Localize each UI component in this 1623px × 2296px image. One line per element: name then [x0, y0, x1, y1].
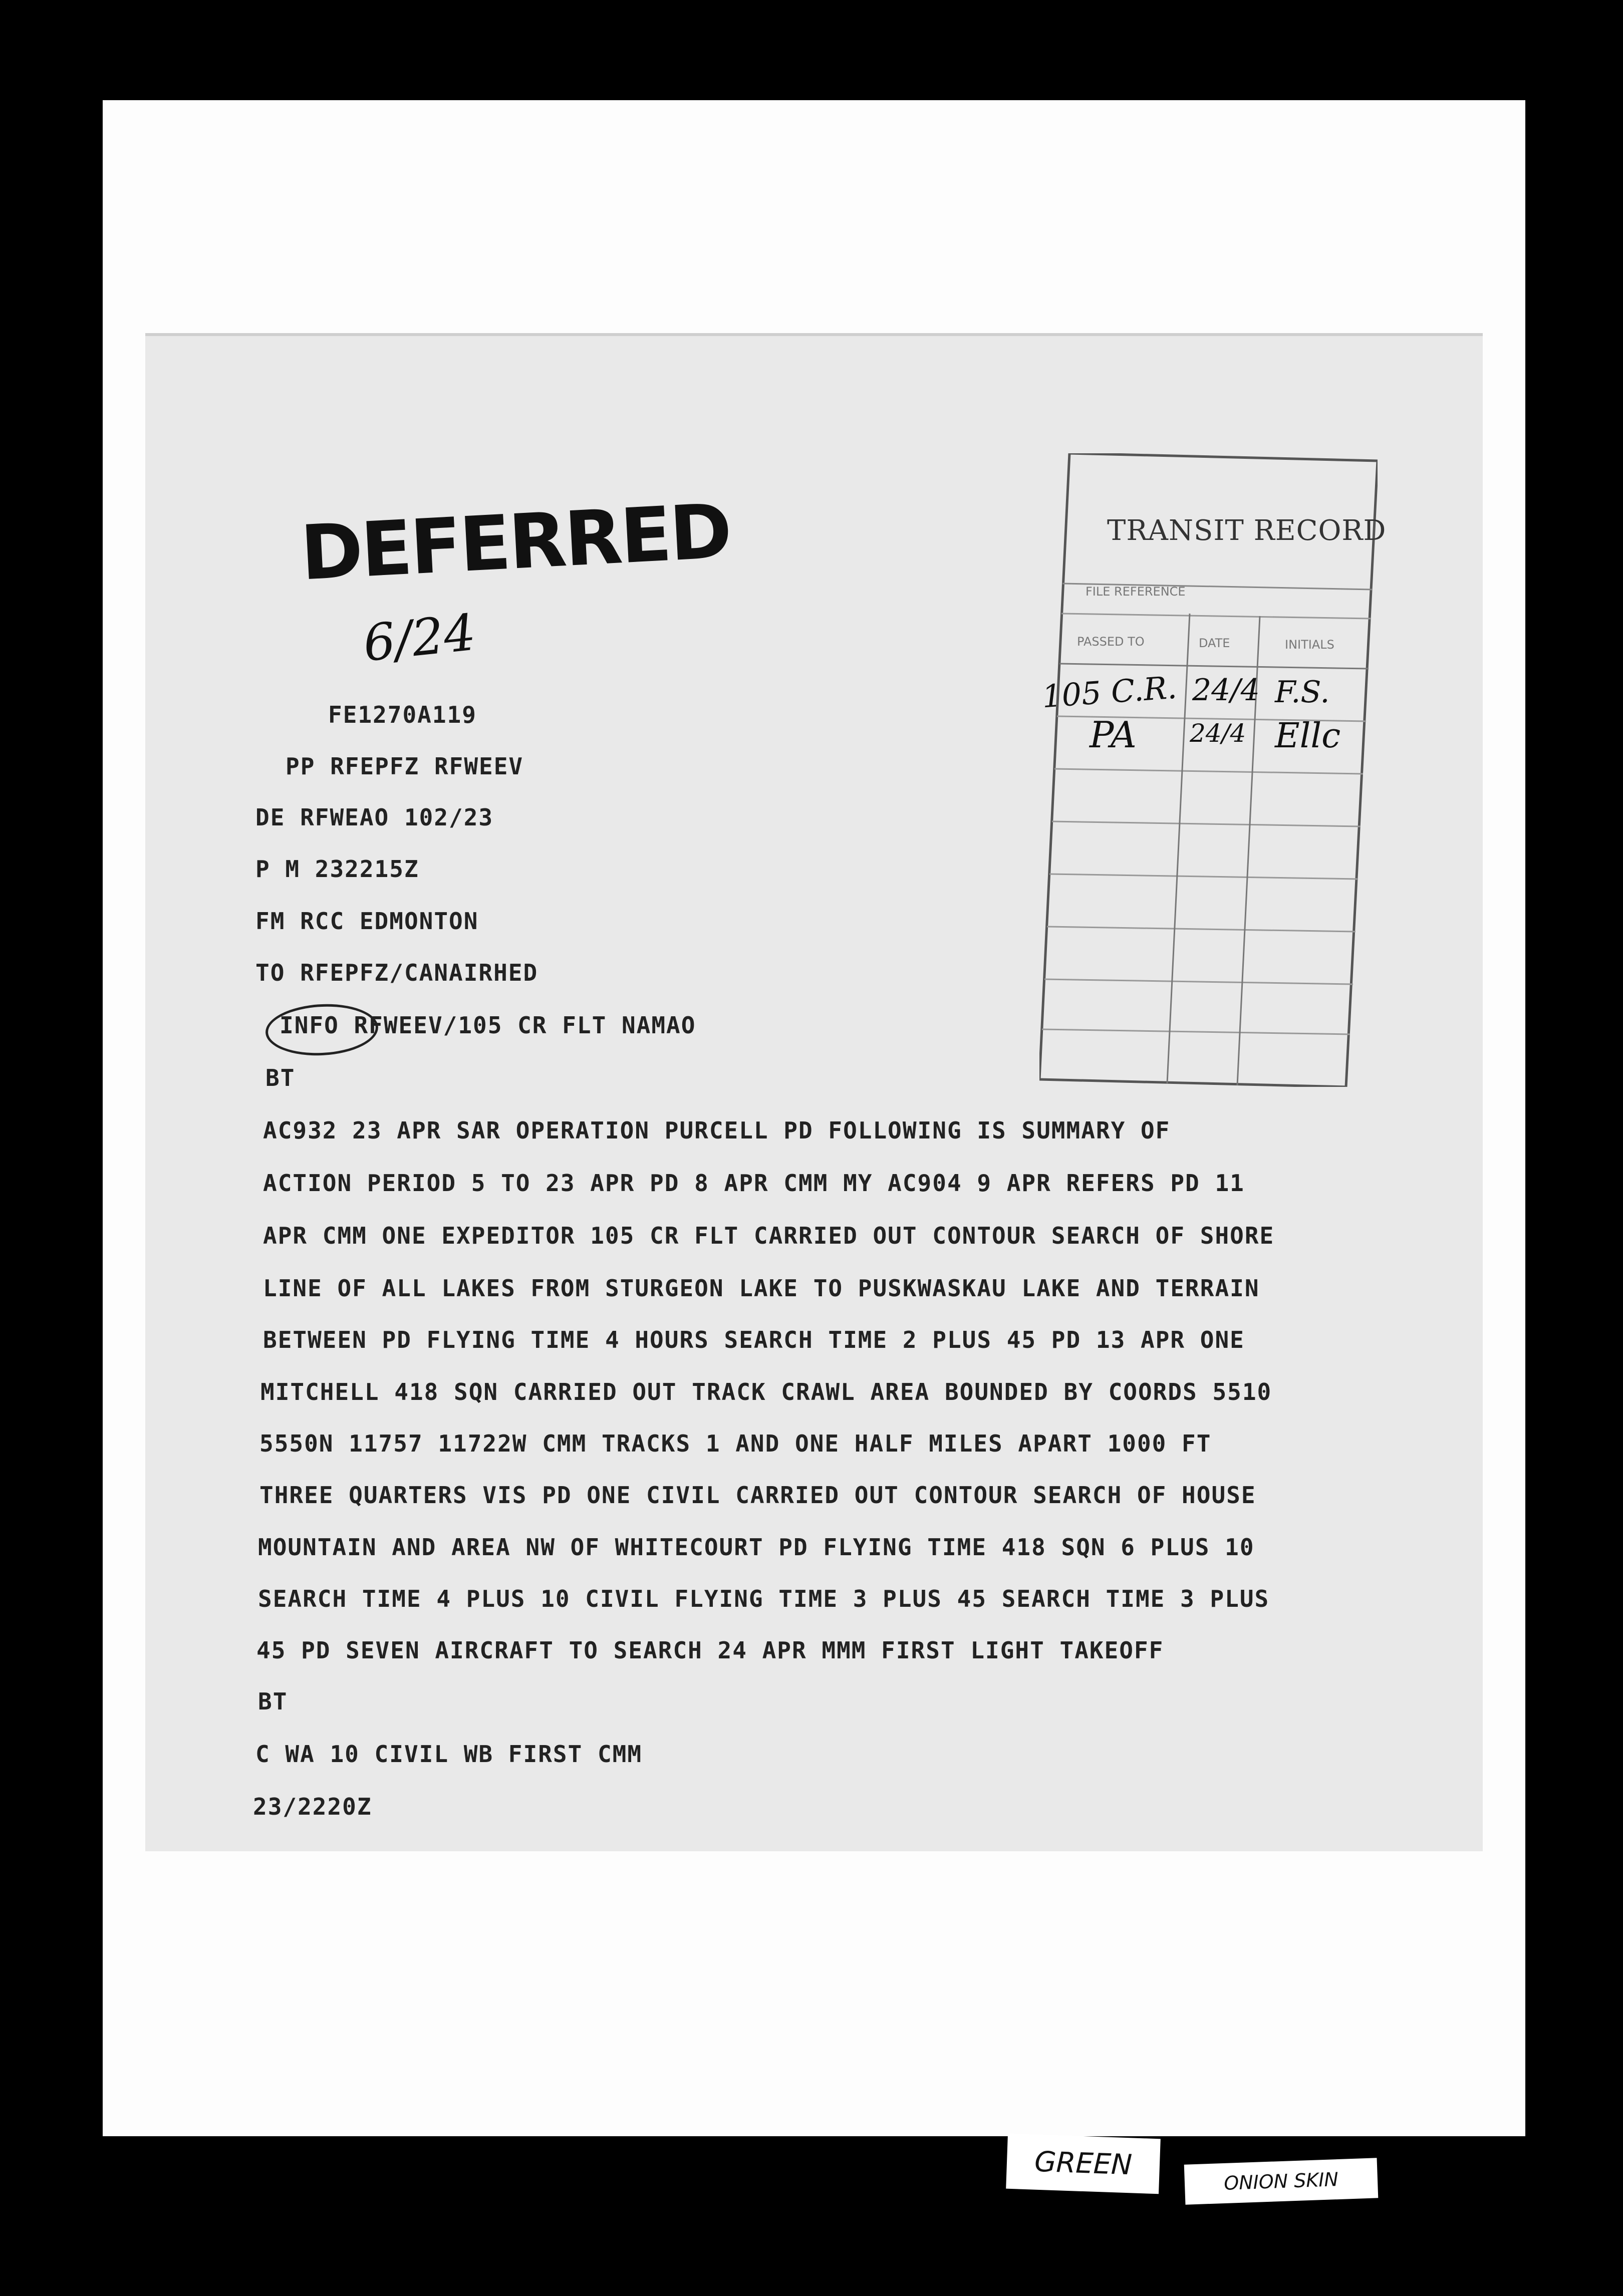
entry-initials: Ellc	[1275, 716, 1341, 756]
header-line: DE RFWEAO 102/23	[255, 804, 494, 831]
entry-date: 24/4	[1192, 673, 1260, 708]
passed-to-header: PASSED TO	[1077, 635, 1145, 649]
transit-record-title: TRANSIT RECORD	[1107, 514, 1387, 547]
body-line: APR CMM ONE EXPEDITOR 105 CR FLT CARRIED OUT CONTOUR SEARCH OF SHORE	[263, 1222, 1275, 1249]
body-line: ACTION PERIOD 5 TO 23 APR PD 8 APR CMM MY AC904 9 APR REFERS PD 11	[263, 1170, 1245, 1197]
body-line: MITCHELL 418 SQN CARRIED OUT TRACK CRAWL AREA BOUNDED BY COORDS 5510	[260, 1378, 1272, 1405]
footer-line: 23/2220Z	[253, 1793, 372, 1820]
body-line: 5550N 11757 11722W CMM TRACKS 1 AND ONE HALF MILES APART 1000 FT	[259, 1430, 1212, 1457]
deferred-stamp: DEFERRED	[298, 487, 732, 598]
header-line: INFO RFWEEV/105 CR FLT NAMAO	[280, 1012, 696, 1039]
header-line: P M 232215Z	[255, 855, 419, 883]
initials-header: INITIALS	[1285, 638, 1334, 652]
date-header: DATE	[1199, 636, 1230, 650]
entry-initials: F.S.	[1275, 675, 1330, 710]
body-line: 45 PD SEVEN AIRCRAFT TO SEARCH 24 APR MMM FIRST LIGHT TAKEOFF	[256, 1637, 1164, 1664]
footer-line: BT	[258, 1688, 288, 1715]
body-line: MOUNTAIN AND AREA NW OF WHITECOURT PD FLYING TIME 418 SQN 6 PLUS 10	[258, 1534, 1255, 1561]
header-line: FE1270A119	[328, 701, 477, 728]
header-line: FM RCC EDMONTON	[255, 908, 479, 935]
handwritten-reference: 6/24	[360, 603, 479, 673]
header-line: BT	[265, 1064, 296, 1091]
footer-line: C WA 10 CIVIL WB FIRST CMM	[255, 1741, 643, 1768]
body-line: BETWEEN PD FLYING TIME 4 HOURS SEARCH TIME 2 PLUS 45 PD 13 APR ONE	[263, 1326, 1245, 1353]
entry-passed-to: 105 C.R.	[1040, 669, 1178, 715]
header-line: TO RFEPFZ/CANAIRHED	[255, 959, 538, 986]
body-line: LINE OF ALL LAKES FROM STURGEON LAKE TO PUSKWASKAU LAKE AND TERRAIN	[263, 1275, 1260, 1302]
entry-passed-to: PA	[1090, 714, 1137, 756]
transit-record-box	[1039, 453, 1387, 1087]
body-line: SEARCH TIME 4 PLUS 10 CIVIL FLYING TIME 3 PLUS 45 SEARCH TIME 3 PLUS	[258, 1585, 1270, 1612]
onion-skin-label: ONION SKIN	[1184, 2158, 1379, 2204]
transit-record-grid	[1039, 453, 1378, 1087]
file-reference-label: FILE REFERENCE	[1086, 585, 1186, 599]
body-line: THREE QUARTERS VIS PD ONE CIVIL CARRIED OUT CONTOUR SEARCH OF HOUSE	[259, 1482, 1256, 1509]
header-line: PP RFEPFZ RFWEEV	[286, 753, 524, 780]
entry-date: 24/4	[1190, 719, 1246, 748]
green-label: GREEN	[1006, 2134, 1161, 2194]
body-line: AC932 23 APR SAR OPERATION PURCELL PD FOLLOWING IS SUMMARY OF	[263, 1117, 1171, 1144]
